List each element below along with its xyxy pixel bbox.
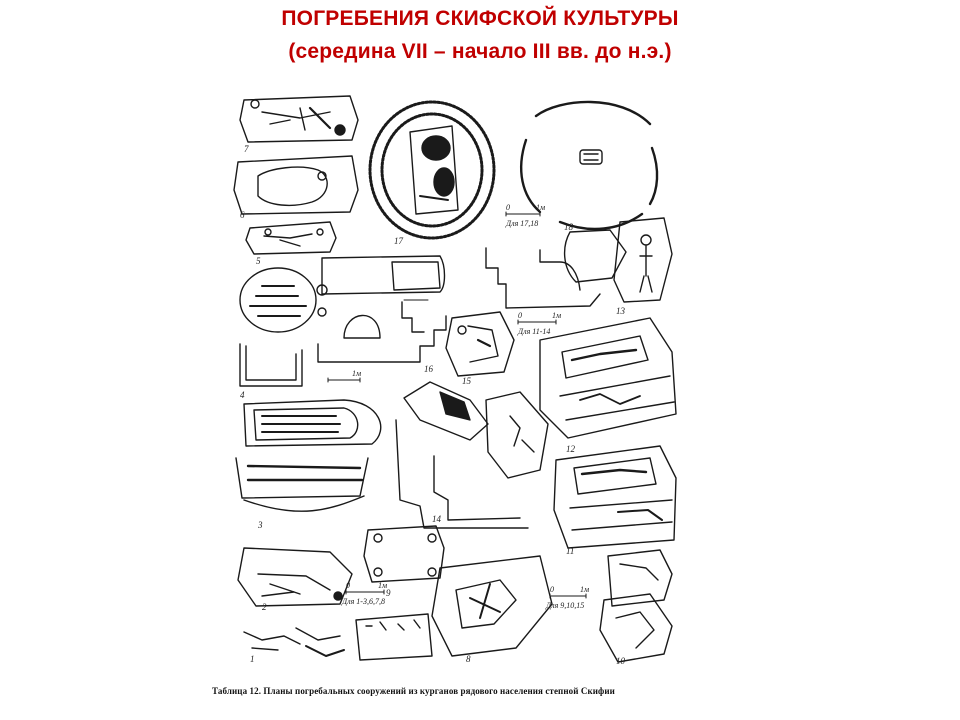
burial-plan-14: [396, 382, 548, 528]
scale-meter-1: 1м: [536, 203, 546, 212]
fig-number-13: 13: [616, 306, 625, 316]
fig-number-7: 7: [244, 144, 249, 154]
burial-plan-2: [238, 548, 352, 606]
scale-label-17-18: Для 17,18: [506, 219, 539, 228]
fig-number-1: 1: [250, 654, 255, 664]
scale-label-11-14: Для 11-14: [518, 327, 551, 336]
scale-label-9-10: Для 9,10,15: [546, 601, 585, 610]
fig-number-17: 17: [394, 236, 403, 246]
scale-meter-3: 1м: [352, 369, 362, 378]
slide-title: ПОГРЕБЕНИЯ СКИФСКОЙ КУЛЬТУРЫ: [281, 7, 679, 30]
fig-number-3: 3: [258, 520, 263, 530]
burial-plan-1: [244, 628, 344, 656]
fig-number-9: 9: [386, 588, 391, 598]
scale-meter-5: 1м: [580, 585, 590, 594]
scale-zero-2: 0: [518, 311, 522, 320]
burial-plan-13: [486, 218, 672, 308]
burial-plan-7: [240, 96, 358, 142]
burial-plan-6: [234, 156, 358, 214]
slide-subtitle: (середина VII – начало III вв. до н.э.): [288, 40, 672, 63]
burial-plan-10: [600, 550, 672, 662]
burial-plan-16: [318, 256, 446, 362]
plate-caption: Таблица 12. Планы погребальных сооружений из курганов рядового населения степной Скифии: [212, 686, 615, 696]
burial-plan-5: [246, 222, 336, 254]
burial-plan-6b: [356, 614, 432, 660]
burial-plan-15: [446, 312, 514, 376]
burial-plan-12: [540, 318, 676, 438]
scale-zero-5: 0: [550, 585, 554, 594]
fig-number-11: 11: [566, 546, 575, 556]
scale-label-1-3: Для 1-3,6,7,8: [342, 597, 385, 606]
fig-number-15: 15: [462, 376, 471, 386]
burial-plan-11: [554, 446, 676, 548]
burial-plan-3: [236, 400, 381, 511]
scale-zero-4: 0: [346, 581, 350, 590]
fig-number-6: 6: [240, 210, 245, 220]
fig-number-12: 12: [566, 444, 575, 454]
scale-meter-4: 1м: [378, 581, 388, 590]
scale-zero-1: 0: [506, 203, 510, 212]
burial-plan-17: [370, 102, 494, 238]
fig-number-5: 5: [256, 256, 261, 266]
burial-plan-9: [364, 526, 444, 582]
fig-number-8: 8: [466, 654, 471, 664]
burial-plan-8: [432, 556, 552, 656]
fig-number-18: 18: [564, 222, 573, 232]
fig-number-10: 10: [616, 656, 625, 666]
fig-number-2: 2: [262, 602, 267, 612]
scale-meter-2: 1м: [552, 311, 562, 320]
fig-number-4: 4: [240, 390, 245, 400]
fig-number-14: 14: [432, 514, 441, 524]
burial-plan-4: [240, 268, 327, 386]
fig-number-16: 16: [424, 364, 433, 374]
